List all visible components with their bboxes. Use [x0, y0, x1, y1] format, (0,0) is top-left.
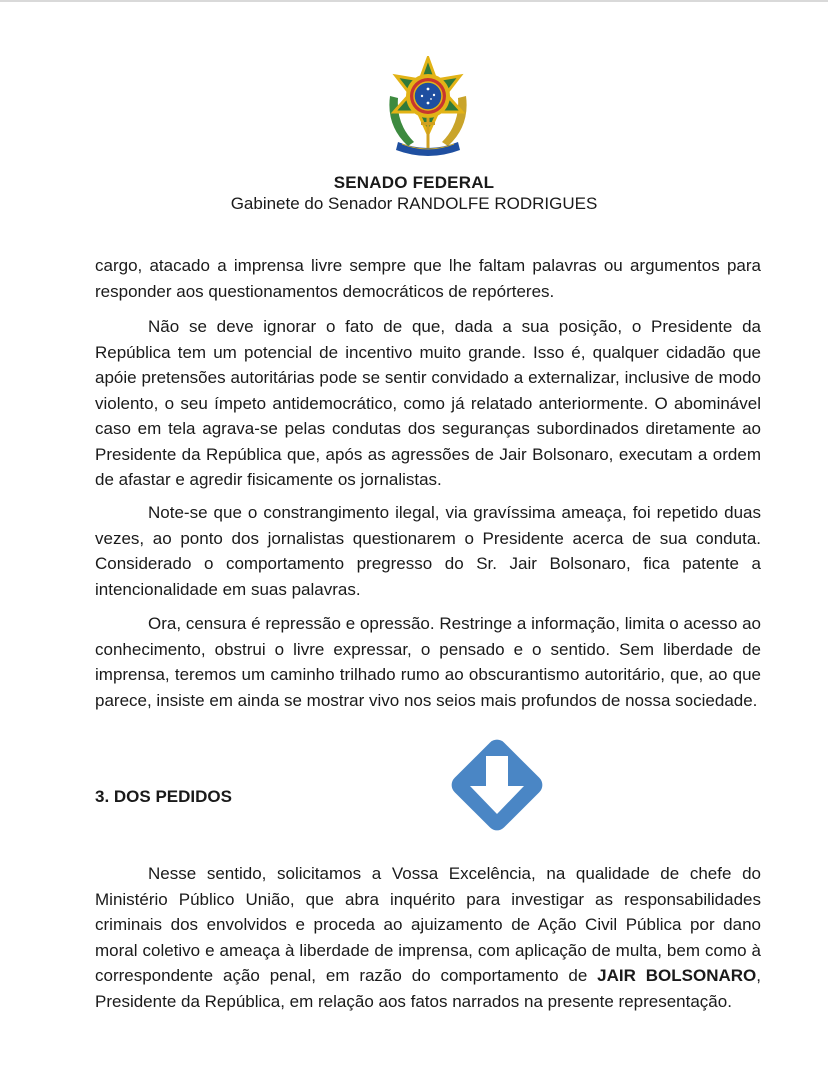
request-text-end: , Presidente da República, em relação aos fatos narrados na presente representação. [95, 966, 761, 1011]
request-bold-name: JAIR BOLSONARO [597, 966, 757, 985]
header-title: SENADO FEDERAL [333, 173, 495, 192]
section-heading: 3. DOS PEDIDOS [95, 787, 232, 806]
coat-of-arms-icon [378, 56, 478, 160]
header-subtitle: Gabinete do Senador RANDOLFE RODRIGUES [230, 194, 598, 213]
request-text-start: Nesse sentido, solicitamos a Vossa Excelência, na qualidade de chefe do Ministério Público União, que abra inquérito para investigar as responsabilidades criminais dos envolvidos e proceda ao ajuizamento de Ação Civil Pública por dano moral coletivo e ameaça à liberdade de imprensa, com aplicação de multa, bem como à correspondente ação penal, em razão do comportamento de [95, 864, 761, 985]
paragraph-3: Note-se que o constrangimento ilegal, via gravíssima ameaça, foi repetido duas vezes, ao ponto dos jornalistas questionarem o Presidente acerca de sua conduta. Considerado o comportamento pregresso do Sr. Jair Bolsonaro, fica patente a intencionalidade em suas palavras. [95, 503, 761, 599]
request-paragraph [95, 861, 761, 1014]
paragraph-4: Ora, censura é repressão e opressão. Restringe a informação, limita o acesso ao conhecimento, obstrui o livre expressar, o pensado e o sentido. Sem liberdade de imprensa, teremos um caminho trilhado rumo ao obscurantismo autoritário, que, ao que parece, insiste em ainda se mostrar vivo nos seios mais profundos de nossa sociedade. [95, 614, 761, 710]
top-border [0, 0, 828, 2]
arrow-down-icon [440, 728, 554, 842]
paragraph-2: Não se deve ignorar o fato de que, dada a sua posição, o Presidente da República tem um potencial de incentivo muito grande. Isso é, qualquer cidadão que apóie pretensões autoritárias pode se sentir convidado a externalizar, inclusive de modo violento, o seu ímpeto antidemocrático, como já relatado anteriormente. O abominável caso em tela agrava-se pelas condutas dos seguranças subordinados diretamente ao Presidente da República que, após as agressões de Jair Bolsonaro, executam a ordem de afastar e agredir fisicamente os jornalistas. [95, 317, 761, 489]
paragraph-1: cargo, atacado a imprensa livre sempre que lhe faltam palavras ou argumentos para responder aos questionamentos democráticos de repórteres. [95, 256, 761, 301]
